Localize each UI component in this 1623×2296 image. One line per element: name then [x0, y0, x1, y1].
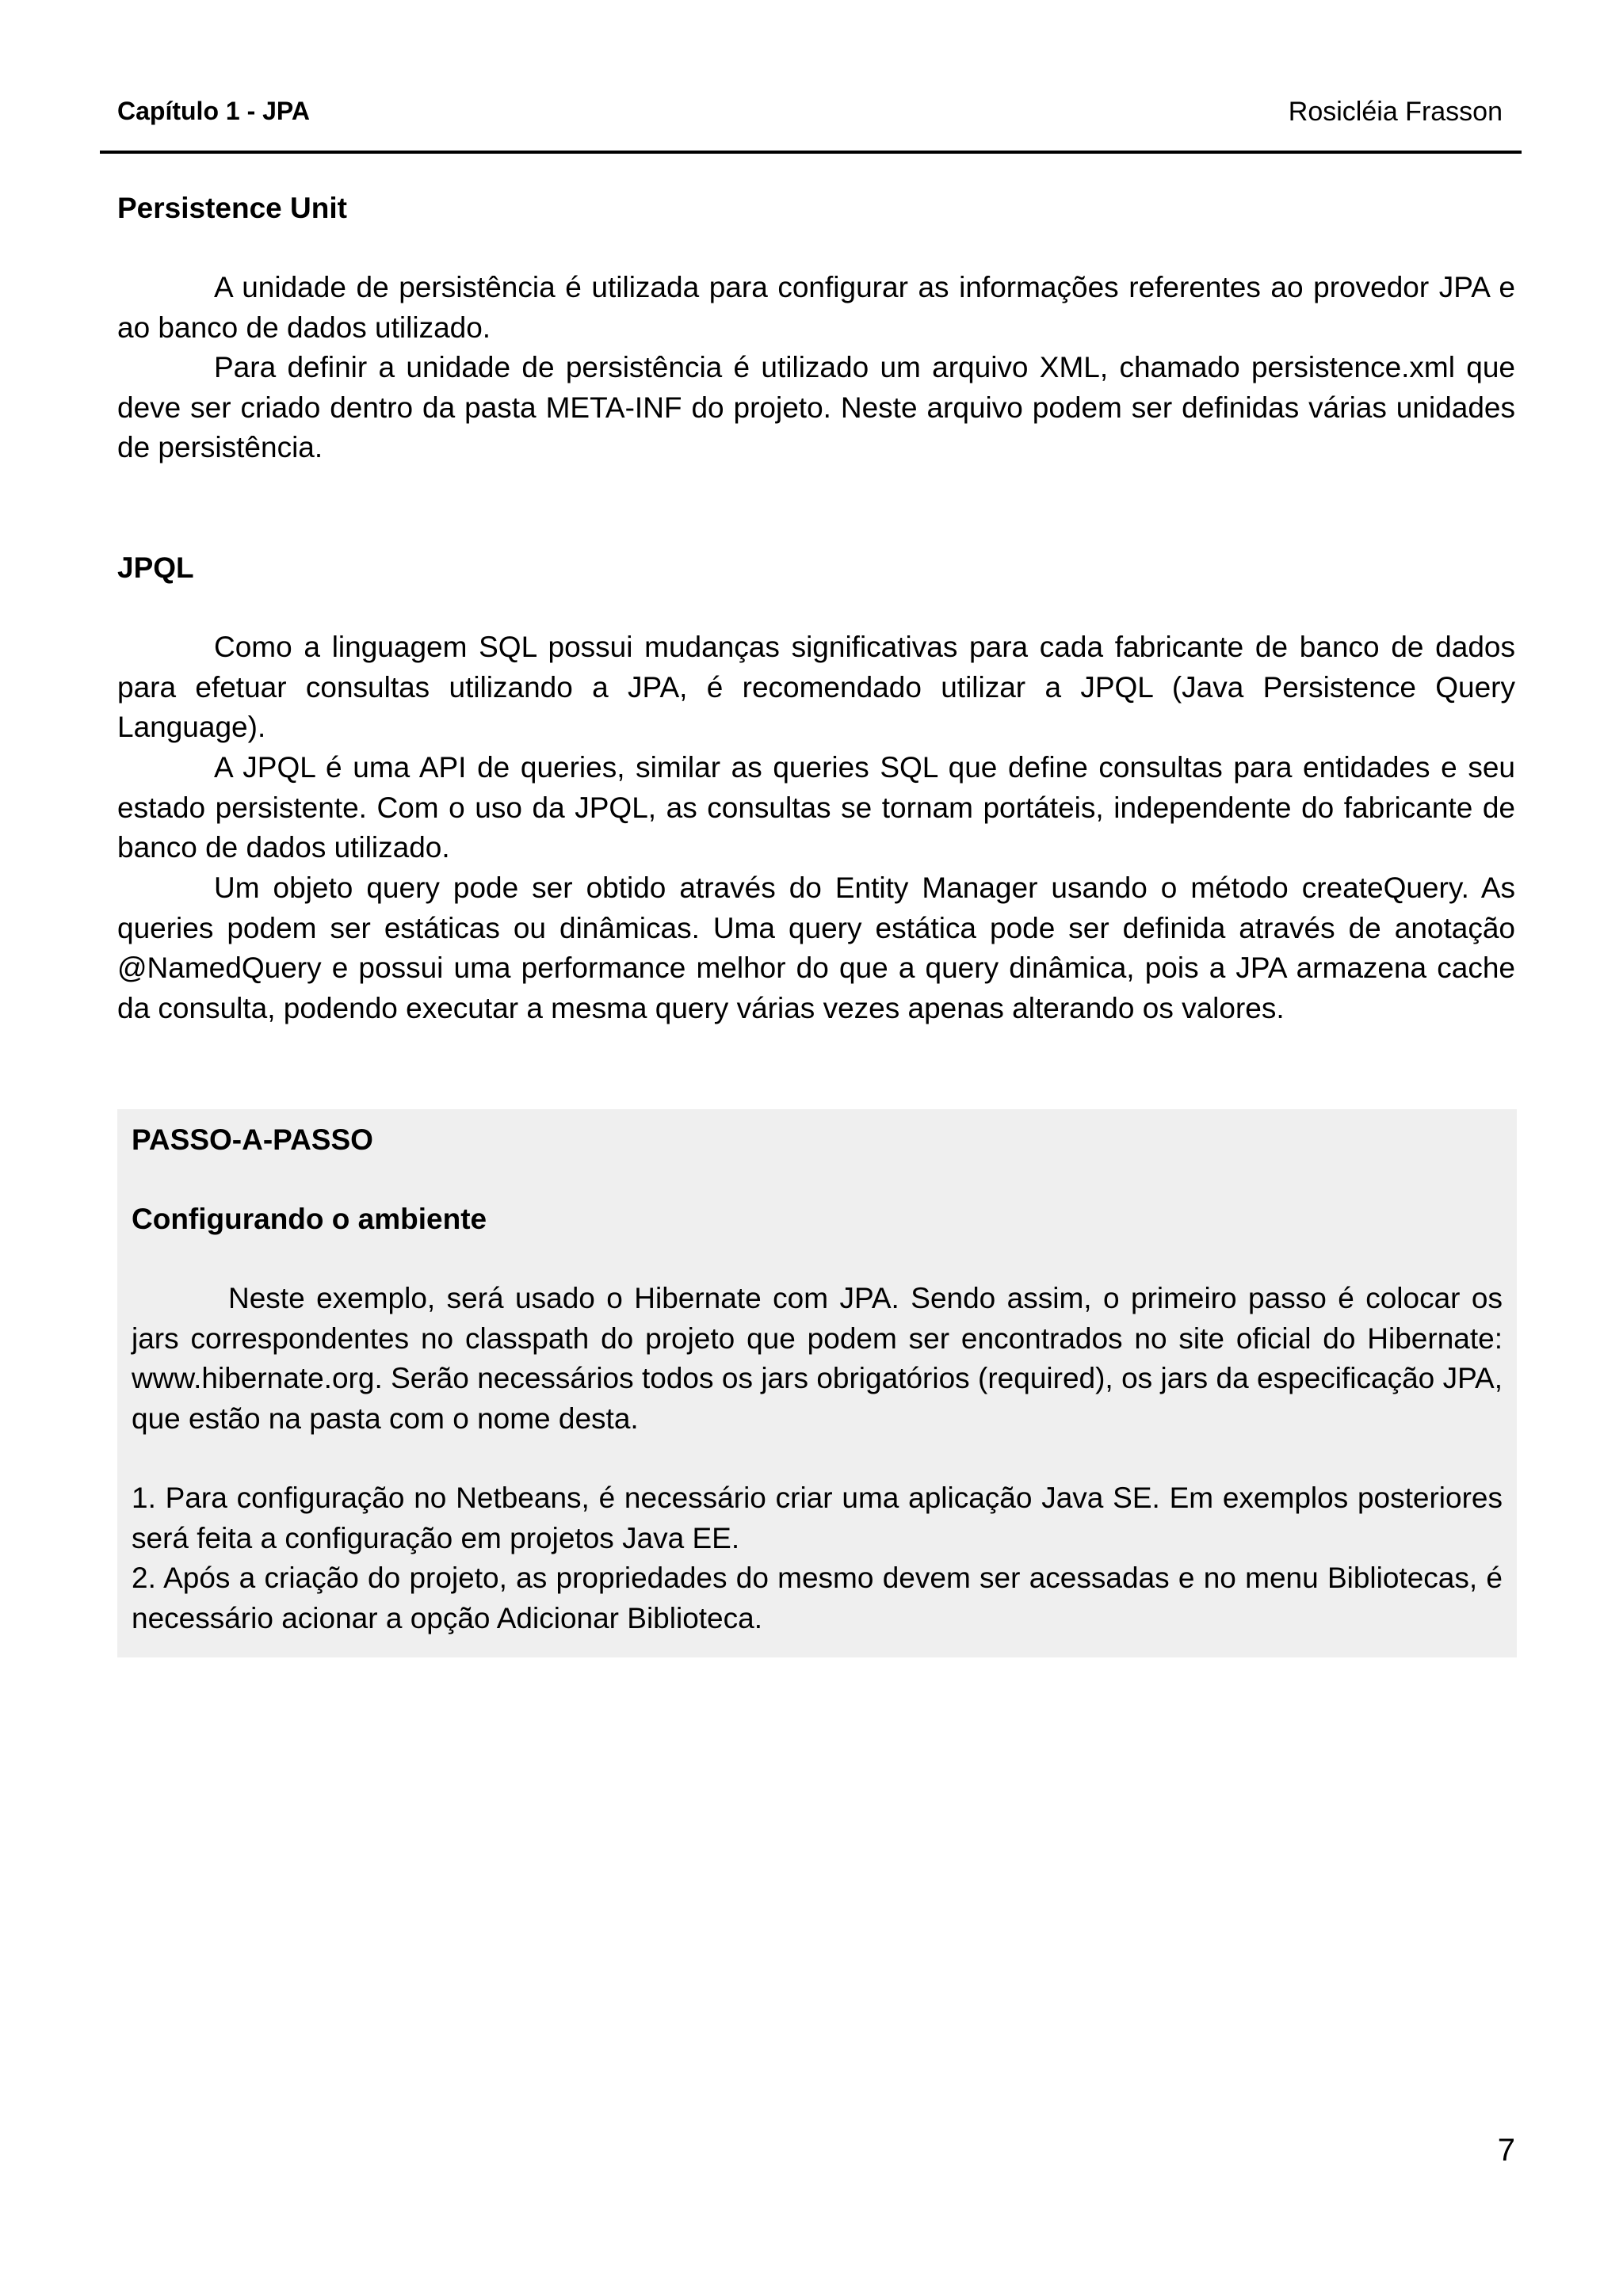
step-item: 2. Após a criação do projeto, as propriedades do mesmo devem ser acessadas e no menu Bibliotecas, é necessário acionar a opção Adicionar Biblioteca. — [132, 1562, 1503, 1634]
step-by-step-box — [117, 1109, 1517, 1657]
paragraph: Neste exemplo, será usado o Hibernate com JPA. Sendo assim, o primeiro passo é colocar os jars correspondentes no classpath do projeto que podem ser encontrados no site oficial do Hibernate: www.hibernate.org. Serão necessários todos os jars obrigatórios (required), os jars da especificação JPA, que estão na pasta com o nome desta. — [132, 1282, 1503, 1435]
chapter-title: Capítulo 1 - JPA — [117, 97, 310, 125]
paragraph: A unidade de persistência é utilizada para configurar as informações referentes ao provedor JPA e ao banco de dados utilizado. — [117, 271, 1515, 344]
paragraph: Para definir a unidade de persistência é utilizado um arquivo XML, chamado persistence.xml que deve ser criado dentro da pasta META-INF do projeto. Neste arquivo podem ser definidas várias unidades de persistência. — [117, 351, 1515, 463]
section-heading-persistence-unit: Persistence Unit — [117, 192, 347, 224]
box-title: PASSO-A-PASSO — [132, 1123, 373, 1156]
box-subtitle: Configurando o ambiente — [132, 1203, 487, 1235]
page-number: 7 — [1497, 2133, 1515, 2168]
author-name: Rosicléia Frasson — [1288, 97, 1503, 127]
section-heading-jpql: JPQL — [117, 551, 194, 584]
paragraph: A JPQL é uma API de queries, similar as queries SQL que define consultas para entidades e seu estado persistente. Com o uso da JPQL, as consultas se tornam portáteis, independente do fabricante de banco de dados utilizado. — [117, 751, 1515, 864]
step-item: 1. Para configuração no Netbeans, é necessário criar uma aplicação Java SE. Em exemplos posteriores será feita a configuração em projetos Java EE. — [132, 1482, 1503, 1554]
paragraph: Como a linguagem SQL possui mudanças significativas para cada fabricante de banco de dados para efetuar consultas utilizando a JPA, é recomendado utilizar a JPQL (Java Persistence Query Language). — [117, 631, 1515, 743]
paragraph: Um objeto query pode ser obtido através do Entity Manager usando o método createQuery. As queries podem ser estáticas ou dinâmicas. Uma query estática pode ser definida através de anotação @NamedQuery e possui uma performance melhor do que a query dinâmica, pois a JPA armazena cache da consulta, podendo executar a mesma query várias vezes apenas alterando os valores. — [117, 871, 1515, 1024]
page-header — [100, 0, 1522, 154]
